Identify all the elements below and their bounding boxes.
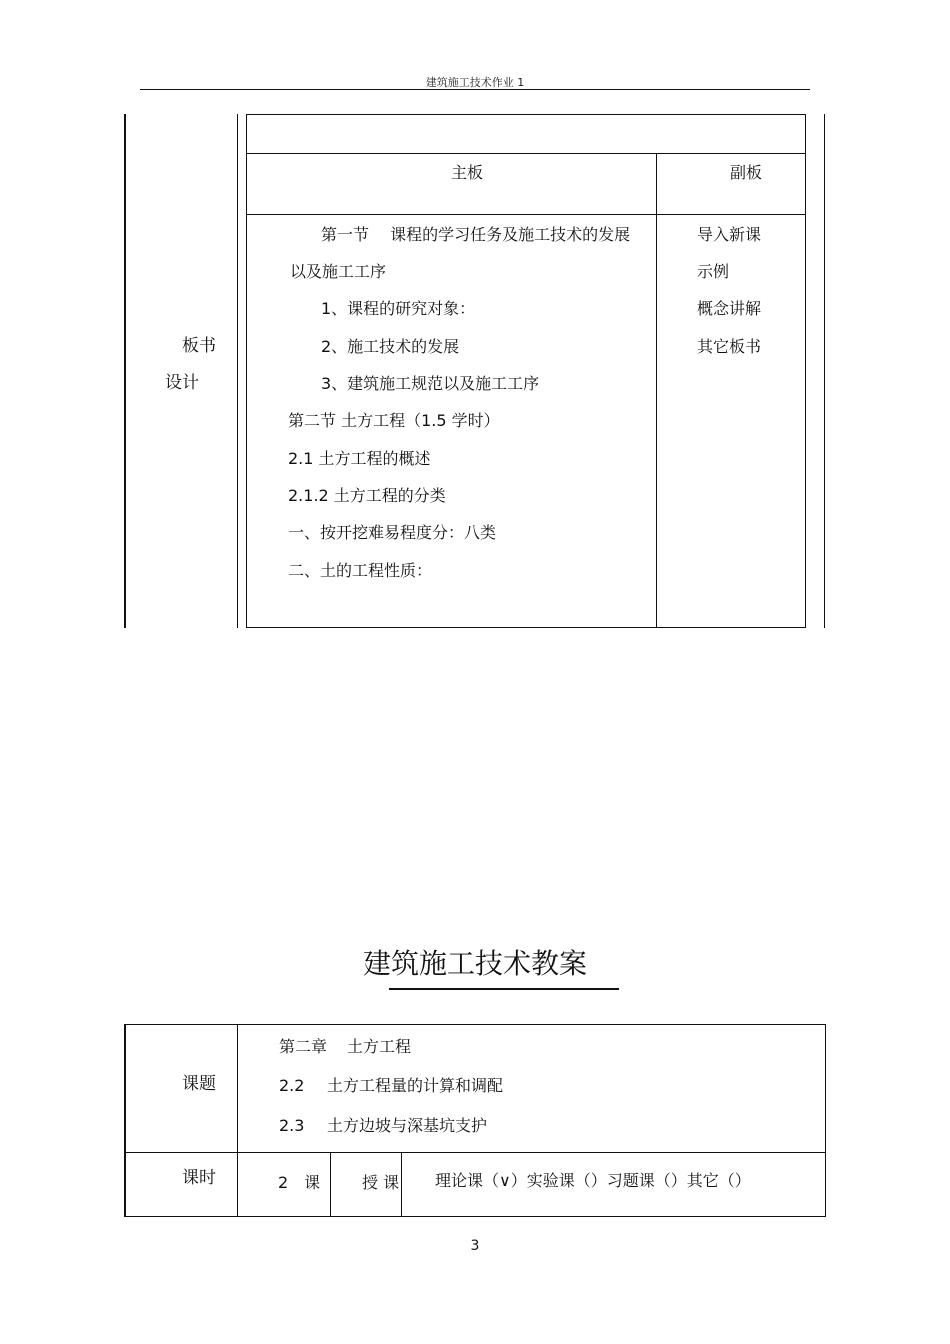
main-line: 二、土的工程性质： (288, 561, 433, 580)
sub-line: 示例 (697, 262, 730, 281)
running-header: 建筑施工技术作业 1 (425, 76, 525, 89)
main-line: 3、建筑施工规范以及施工工序 (321, 374, 540, 393)
outer-right-border (824, 114, 825, 628)
topic-text: 土方工程量的计算和调配 (327, 1076, 504, 1095)
hours-cell-divider (330, 1152, 331, 1217)
main-board-header: 主板 (451, 163, 484, 182)
main-line: 2、施工技术的发展 (321, 337, 460, 356)
inner-right-border (805, 114, 806, 628)
main-line: 2.1 土方工程的概述 (288, 449, 431, 468)
inner-header-bottom-rule (246, 214, 806, 215)
topic-number: 第二章 (279, 1037, 328, 1056)
topic-label: 课题 (182, 1074, 216, 1094)
table-label-divider (237, 1024, 238, 1217)
topic-number: 2.2 (279, 1076, 305, 1095)
table-right-border (825, 1024, 826, 1217)
topic-text: 土方边坡与深基坑支护 (327, 1116, 488, 1135)
teach-type-divider (401, 1152, 402, 1217)
inner-top-border (246, 114, 806, 115)
main-line: 1、课程的研究对象： (321, 299, 476, 318)
board-label-line1: 板书 (182, 336, 216, 356)
table-row-divider (124, 1152, 826, 1153)
main-line: 第二节 土方工程（1.5 学时） (288, 411, 500, 430)
sub-line: 其它板书 (697, 337, 762, 356)
topic-number: 2.3 (279, 1116, 305, 1135)
sub-board-header: 副板 (730, 163, 763, 182)
lesson-plan-title: 建筑施工技术教案 (362, 947, 587, 980)
main-line: 一、按开挖难易程度分：八类 (288, 523, 497, 542)
teach-type-label: 授 课 (362, 1173, 400, 1192)
inner-left-border (246, 114, 247, 628)
board-label-line2: 设计 (165, 373, 199, 393)
inner-header-top-rule (246, 153, 806, 154)
inner-bottom-border (246, 627, 806, 628)
topic-text: 土方工程 (347, 1037, 412, 1056)
header-rule (140, 89, 810, 90)
sub-line: 概念讲解 (697, 299, 762, 318)
hours-label: 课时 (182, 1168, 216, 1188)
outer-left-border (124, 114, 126, 628)
table-bottom-border (124, 1216, 826, 1217)
table-left-border (124, 1024, 126, 1217)
teach-type-value: 理论课（∨）实验课（）习题课（）其它（） (435, 1171, 751, 1190)
inner-column-divider (656, 153, 657, 628)
title-underline (389, 988, 619, 990)
main-line: 第一节 课程的学习任务及施工技术的发展 (321, 225, 631, 244)
main-line: 以及施工工序 (290, 262, 387, 281)
label-column-border (237, 114, 238, 628)
main-line: 2.1.2 土方工程的分类 (288, 486, 446, 505)
page-number: 3 (470, 1238, 480, 1254)
table-top-border (124, 1024, 826, 1025)
sub-line: 导入新课 (697, 225, 762, 244)
hours-value: 2 课 (278, 1173, 321, 1192)
